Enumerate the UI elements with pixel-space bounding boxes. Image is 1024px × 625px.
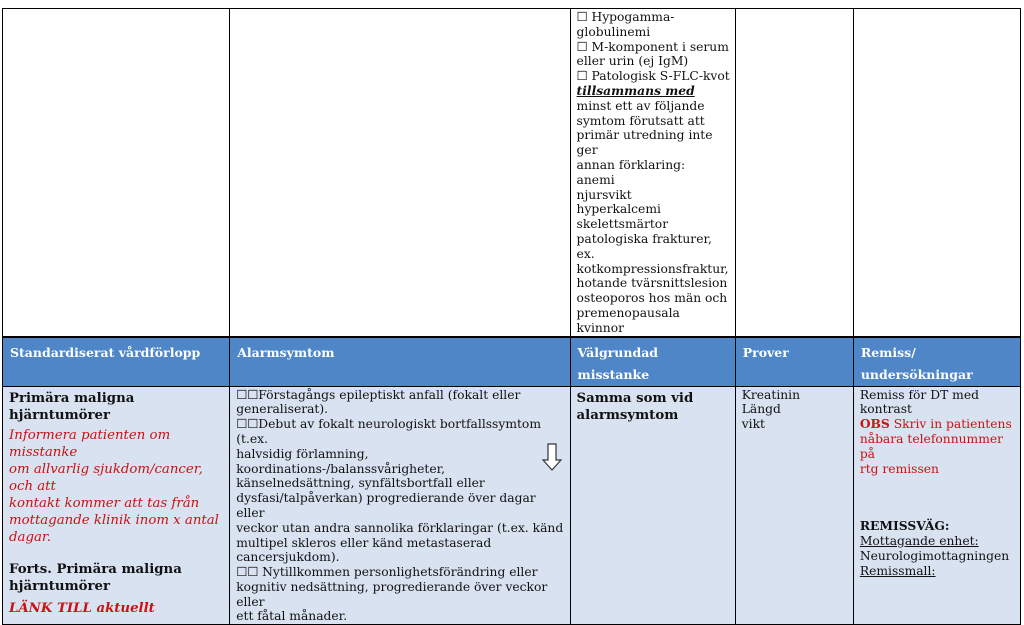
info-line: om allvarlig sjukdom/cancer, och att (9, 461, 203, 494)
mottagande-label: Mottagande enhet: (859, 534, 979, 549)
criteria-line: ☐ Patologisk S-FLC-kvot (576, 69, 730, 84)
forts-title-1: Forts. Primära maligna (9, 561, 182, 577)
neuro-value: Neurologimottagningen (859, 548, 1010, 563)
info-line: dagar. (9, 529, 52, 545)
pathway-table (2, 8, 1021, 625)
info-line: mottagande klinik inom x antal (9, 512, 219, 528)
criteria-line: anemi (576, 172, 615, 187)
symptom-line: veckor utan andra sannolika förklaringar (t.ex. känd (236, 520, 564, 535)
cell-alarmsymtom (230, 386, 570, 625)
remiss-line: kontrast (859, 402, 912, 417)
cell-vardforlopp (3, 386, 230, 625)
top-cell-2 (230, 9, 570, 337)
info-line: Informera patienten om misstanke (9, 427, 171, 460)
emphasis-text: tillsammans med (576, 82, 695, 98)
criteria-line: symtom förutsatt att (576, 113, 705, 128)
criteria-line: patologiska frakturer, ex. (576, 231, 712, 261)
test-item: Längd (741, 402, 781, 417)
header-vardforlopp: Standardiserat vårdförlopp (10, 344, 201, 360)
symptom-line: ☐☐ Nytillkommen personlighetsförändring eller (236, 565, 538, 580)
criteria-line: ☐ M-komponent i serum (576, 39, 729, 54)
test-item: Kreatinin (741, 387, 801, 402)
criteria-line: njursvikt (576, 187, 632, 202)
misstanke-line-2: alarmsymtom (576, 407, 679, 423)
obs-label: OBS (859, 416, 890, 432)
criteria-line: eller urin (ej IgM) (576, 54, 689, 69)
criteria-line: kotkompressionsfraktur, (576, 261, 729, 276)
criteria-line: primär utredning inte ger (576, 128, 713, 158)
obs-text: Skriv in patientens (889, 417, 1012, 432)
criteria-line: annan förklaring: (576, 157, 686, 172)
cell-misstanke (570, 386, 735, 625)
symptom-line: ☐☐Debut av fokalt neurologiskt bortfallssymtom (t.ex. (236, 417, 541, 446)
criteria-line: hyperkalcemi (576, 202, 661, 217)
cell-remiss (853, 386, 1020, 625)
table-row (3, 9, 1021, 337)
obs-line: rtg remissen (859, 461, 939, 476)
top-cell-criteria (570, 9, 735, 337)
symptom-line: ☐☐Förstagångs epileptiskt anfall (fokalt eller (236, 387, 521, 402)
info-line: kontakt kommer att tas från (9, 495, 200, 511)
header-remiss: Remiss/ (860, 344, 916, 360)
remissvag-label: REMISSVÄG: (859, 518, 950, 534)
body-row (3, 386, 1021, 625)
remissmall-label: Remissmall: (859, 563, 936, 578)
link-aktuellt[interactable]: LÄNK TILL aktuellt (9, 600, 155, 616)
arrow-down-icon (542, 443, 562, 471)
criteria-line: minst ett av följande (576, 98, 705, 113)
misstanke-line-1: Samma som vid (576, 390, 694, 406)
symptom-line: halvsidig förlamning, koordinations-/balanssvårigheter, (236, 446, 446, 476)
top-cell-1 (3, 9, 230, 337)
header-row (3, 337, 1021, 387)
symptom-line: kognitiv nedsättning, progredierande över veckor eller (236, 579, 548, 609)
header-alarmsymtom: Alarmsymtom (237, 344, 335, 360)
patient-info-text (9, 427, 225, 546)
criteria-line: skelettsmärtor (576, 217, 669, 232)
criteria-line: globulinemi (576, 24, 651, 39)
top-cell-5 (853, 9, 1020, 337)
header-prover: Prover (742, 344, 789, 360)
forts-title-2: hjärntumörer (9, 578, 110, 594)
symptom-line: dysfasi/talpåverkan) progredierande över dagar eller (236, 491, 536, 520)
cell-prover (735, 386, 853, 625)
symptom-line: cancersjukdom). (236, 550, 340, 565)
obs-line: nåbara telefonnummer på (859, 431, 1004, 461)
symptom-line: generaliserat). (236, 402, 329, 417)
header-undersokningar: undersökningar (860, 366, 973, 382)
header-misstanke: Välgrundad misstanke (577, 344, 659, 382)
test-item: vikt (741, 417, 765, 432)
pathway-title: Primära maligna hjärntumörer (9, 390, 135, 423)
criteria-line: hotande tvärsnittslesion (576, 276, 728, 291)
criteria-line: premenopausala kvinnor (576, 305, 680, 335)
symptom-line: multipel skleros eller känd metastaserad (236, 535, 492, 550)
top-cell-4 (735, 9, 853, 337)
symptom-line: känselnedsättning, synfältsbortfall eller (236, 476, 485, 491)
criteria-line: osteoporos hos män och (576, 291, 728, 306)
symptom-line: ett fåtal månader. (236, 609, 348, 624)
criteria-line: ☐ Hypogamma- (576, 10, 675, 24)
remiss-line: Remiss för DT med (859, 387, 979, 402)
